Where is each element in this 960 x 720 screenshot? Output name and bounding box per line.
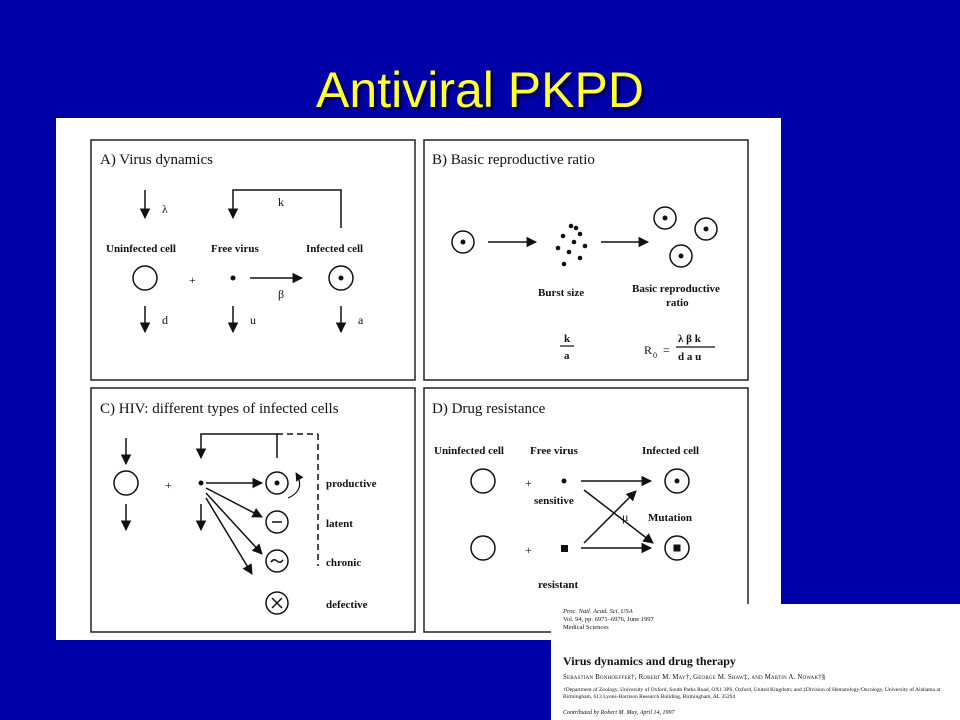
a-label: a (358, 313, 364, 327)
panel-d-frame (424, 388, 748, 632)
paper-title: Virus dynamics and drug therapy (563, 654, 736, 668)
uninfected-cell-icon (133, 266, 157, 290)
free-virus-icon (231, 276, 236, 281)
sensitive-label: sensitive (534, 495, 574, 507)
d-label: d (162, 313, 168, 327)
r0-numerator: λ β k (678, 333, 701, 345)
paper-contributed: Contributed by Robert M. May, April 14, 1997 (563, 710, 675, 716)
k-over-a-den: a (564, 350, 570, 362)
basic-ratio-label-2: ratio (666, 297, 689, 309)
productive-label: productive (326, 478, 377, 490)
panel-d-title: D) Drug resistance (432, 401, 546, 417)
sensitive-virus-icon (562, 479, 567, 484)
plus-sign: + (189, 273, 196, 287)
panel-a-title: A) Virus dynamics (100, 152, 213, 168)
uninfected-label: Uninfected cell (434, 445, 504, 457)
k-over-a-num: k (564, 333, 571, 345)
plus-sign: + (165, 478, 172, 492)
burst-virions (556, 224, 588, 267)
free-virus-label: Free virus (211, 243, 259, 255)
journal-section: Medical Sciences (563, 624, 609, 631)
resistant-virus-icon (561, 545, 568, 552)
r0-subscript: 0 (653, 351, 657, 360)
infected-label: Infected cell (306, 243, 364, 255)
free-virus-label: Free virus (530, 445, 578, 457)
plus-sign-2: + (525, 543, 532, 557)
mutation-label: Mutation (648, 512, 692, 524)
uninfected-cell-icon (471, 469, 495, 493)
burst-size-label: Burst size (538, 287, 585, 299)
k-label: k (278, 195, 284, 209)
uninfected-cell-icon (114, 471, 138, 495)
figure-svg (56, 118, 781, 640)
slide-title: Antiviral PKPD (316, 62, 644, 118)
uninfected-cell-icon-2 (471, 536, 495, 560)
u-label: u (250, 313, 256, 327)
figure-virus-dynamics (56, 118, 781, 640)
infected-label: Infected cell (642, 445, 700, 457)
plus-sign-1: + (525, 476, 532, 490)
free-virus-icon (199, 481, 204, 486)
defective-label: defective (326, 599, 368, 611)
r0-denominator: d a u (678, 351, 702, 363)
paper-affiliation: †Department of Zoology, University of Oxford, South Parks Road, OX1 3PS, Oxford, United Kingdom; and ‡Division of Hematology/Oncology, University of Alabama at Birmingham, 613 Lyons-Harrison Research Building, Birmingham, AL 35294 (563, 687, 941, 700)
paper-authors: Sebastian Bonhoeffer†, Robert M. May†, George M. Shaw‡, and Martin A. Nowak†§ (563, 674, 826, 681)
beta-label: β (278, 287, 285, 301)
latent-label: latent (326, 518, 353, 530)
paper-excerpt (551, 604, 960, 720)
mu-label: μ (622, 510, 629, 524)
lambda-label: λ (162, 202, 168, 216)
journal-name: Proc. Natl. Acad. Sci. USA (563, 608, 633, 615)
panel-b-title: B) Basic reproductive ratio (432, 152, 595, 168)
paper-meta (563, 608, 654, 632)
equals-sign: = (663, 343, 670, 357)
uninfected-label: Uninfected cell (106, 243, 176, 255)
journal-volume: Vol. 94, pp. 6971–6976, June 1997 (563, 616, 654, 623)
panel-c-frame (91, 388, 415, 632)
r0-label: R (644, 343, 653, 357)
panel-a-frame (91, 140, 415, 380)
resistant-label: resistant (538, 579, 579, 591)
chronic-label: chronic (326, 557, 362, 569)
basic-ratio-label: Basic reproductive (632, 283, 720, 295)
panel-c-title: C) HIV: different types of infected cells (100, 401, 339, 417)
